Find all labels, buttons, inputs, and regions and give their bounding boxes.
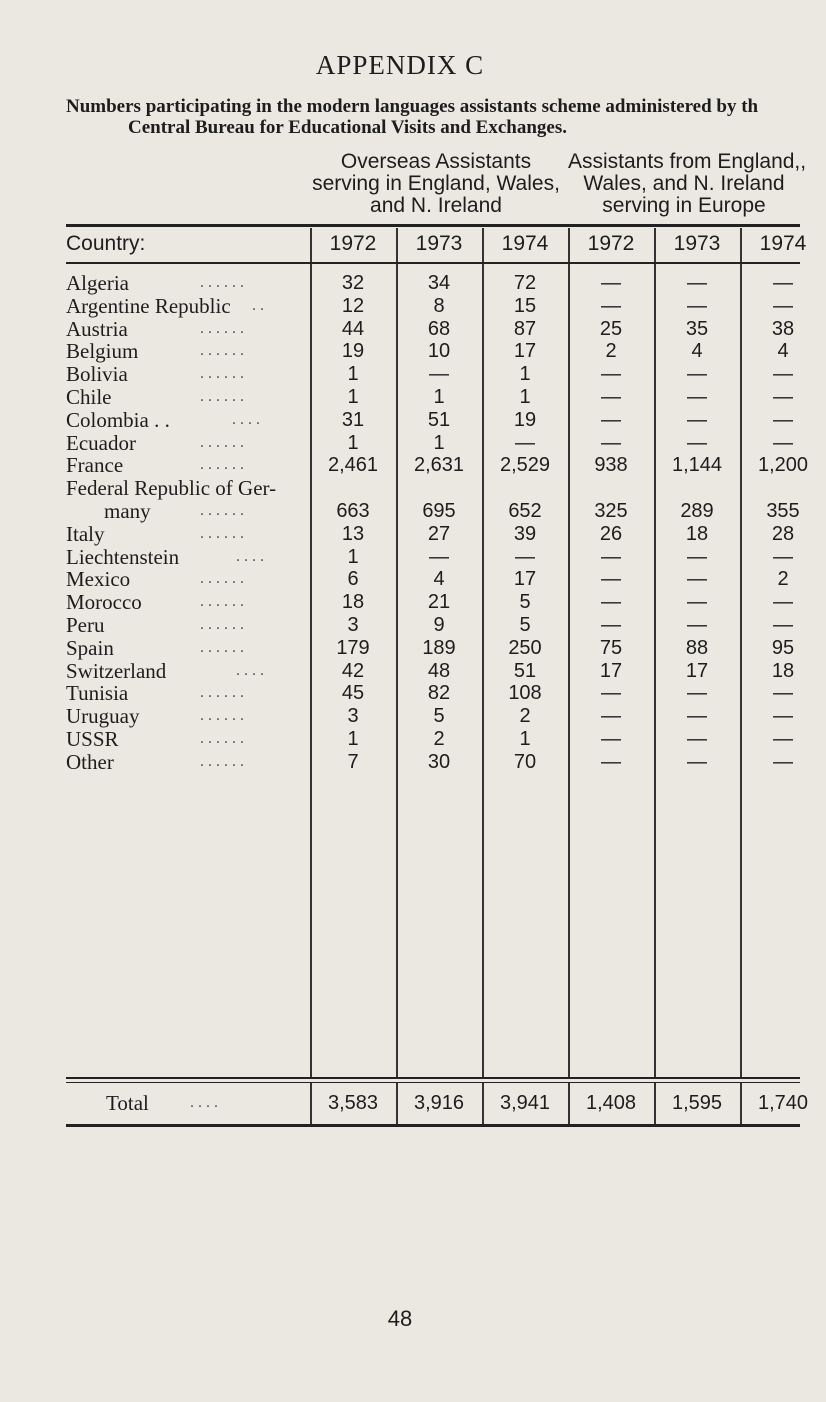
value-cell: 45: [341, 682, 365, 705]
table-row: [0, 591, 800, 613]
leader-dots: . . . . . .: [200, 730, 244, 747]
table-row: [0, 409, 800, 431]
table-row: [0, 523, 800, 545]
value-cell: 2,529: [499, 454, 551, 477]
value-cell: 13: [341, 522, 365, 545]
table-row: [0, 432, 800, 454]
table-row: [0, 453, 809, 478]
total-cell: 1,408: [585, 1092, 637, 1114]
table-row: [0, 546, 800, 568]
value-cell: —: [687, 591, 707, 614]
leader-dots: . . . . . .: [200, 593, 244, 611]
value-cell: 1: [519, 363, 531, 386]
value-cell: —: [601, 614, 621, 636]
leader-dots: . . . .: [236, 547, 264, 565]
table-row: [0, 705, 800, 727]
value-cell: 179: [336, 636, 370, 659]
value-cell: —: [687, 363, 707, 386]
country-name: Argentine Republic: [66, 293, 231, 318]
value-cell: 325: [594, 500, 628, 522]
value-cell: 2: [433, 728, 445, 750]
country-name: Austria: [66, 316, 128, 341]
country-name: Algeria: [66, 271, 129, 295]
table-bottom-rule: [66, 1124, 800, 1127]
table-row: [0, 500, 800, 522]
country-name: Ecuador: [66, 430, 136, 455]
value-cell: 44: [341, 317, 365, 340]
overseas-header-line-3: and N. Ireland: [370, 194, 502, 217]
value-cell: —: [601, 591, 621, 614]
value-cell: —: [601, 568, 621, 591]
value-cell: —: [515, 545, 535, 568]
value-cell: —: [773, 363, 793, 386]
value-cell: 75: [599, 636, 623, 659]
value-cell: 51: [427, 408, 451, 431]
value-cell: 4: [433, 568, 445, 591]
value-cell: —: [773, 750, 793, 773]
value-cell: 7: [347, 750, 359, 773]
value-cell: 17: [513, 340, 537, 363]
country-name: Colombia . .: [66, 407, 170, 432]
value-cell: 189: [422, 636, 456, 659]
country-column-header: Country:: [66, 232, 146, 255]
leader-dots: . . . . . .: [200, 616, 244, 633]
year-header: 1973: [673, 232, 721, 255]
value-cell: 10: [427, 340, 451, 363]
total-dots: . . . .: [190, 1094, 218, 1111]
country-name: Peru: [66, 613, 105, 637]
value-cell: 32: [341, 272, 365, 294]
leader-dots: . .: [252, 296, 264, 314]
total-cell: 3,583: [327, 1092, 379, 1114]
value-cell: 1: [347, 431, 359, 454]
year-header: 1974: [501, 232, 549, 255]
value-cell: —: [687, 545, 707, 568]
value-cell: 82: [427, 682, 451, 705]
value-cell: —: [601, 728, 621, 750]
table-foot-rule-thin: [66, 1082, 800, 1083]
value-cell: 1: [519, 386, 531, 408]
leader-dots: . . . .: [232, 410, 260, 428]
table-row: [0, 728, 800, 750]
value-cell: —: [429, 545, 449, 568]
table-row: [0, 751, 800, 773]
value-cell: 3: [347, 705, 359, 728]
value-cell: 2,631: [413, 454, 465, 477]
column-divider: [654, 228, 656, 262]
table-row: [0, 568, 800, 590]
intro-line-1: Numbers participating in the modern languages assistants scheme administered by th: [66, 96, 759, 117]
value-cell: —: [773, 431, 793, 454]
table-row: [0, 318, 800, 340]
leader-dots: . . . . . .: [200, 456, 244, 474]
value-cell: 5: [519, 591, 531, 614]
leader-dots: . . . . . .: [200, 752, 244, 770]
value-cell: —: [601, 408, 621, 431]
country-name: Morocco: [66, 590, 142, 615]
value-cell: —: [687, 728, 707, 750]
value-cell: 1,200: [757, 454, 809, 477]
value-cell: 1,144: [671, 454, 723, 477]
country-name: Belgium: [66, 339, 139, 364]
value-cell: 663: [336, 500, 370, 522]
value-cell: 19: [513, 408, 537, 431]
total-cell: 3,916: [413, 1092, 465, 1114]
leader-dots: . . . . . .: [200, 707, 244, 725]
value-cell: 4: [691, 340, 703, 363]
value-cell: 1: [347, 363, 359, 386]
overseas-group-header: [296, 151, 576, 217]
total-row: [0, 1091, 809, 1115]
country-name: many: [104, 499, 151, 523]
value-cell: 25: [599, 317, 623, 340]
value-cell: —: [515, 431, 535, 454]
country-name: USSR: [66, 727, 119, 751]
table-top-rule: [66, 224, 800, 227]
from-england-header-line-2: Wales, and N. Ireland: [583, 172, 785, 195]
country-name: Spain: [66, 635, 114, 660]
value-cell: —: [429, 363, 449, 386]
country-name: Mexico: [66, 567, 131, 592]
leader-dots: . . . . . .: [200, 433, 244, 451]
page-title: APPENDIX C: [315, 50, 485, 80]
value-cell: 39: [513, 522, 537, 545]
value-cell: 17: [513, 568, 537, 591]
value-cell: 8: [433, 294, 445, 317]
value-cell: 48: [427, 659, 451, 682]
value-cell: 2: [519, 705, 531, 728]
value-cell: 1: [347, 728, 359, 750]
value-cell: —: [687, 272, 707, 294]
intro-heading: [66, 96, 800, 138]
value-cell: —: [601, 363, 621, 386]
column-divider: [740, 228, 742, 262]
overseas-header-line-1: Overseas Assistants: [340, 150, 532, 173]
value-cell: 27: [427, 522, 451, 545]
total-cell: 3,941: [499, 1092, 551, 1114]
value-cell: 6: [347, 568, 359, 591]
table-row: [0, 272, 800, 294]
table-row: [0, 637, 800, 659]
value-cell: 2: [605, 340, 617, 363]
overseas-header-line-2: serving in England, Wales,: [312, 172, 560, 195]
value-cell: 38: [771, 317, 795, 340]
value-cell: 2: [777, 568, 789, 591]
value-cell: —: [687, 705, 707, 728]
leader-dots: . . . . . .: [200, 365, 244, 383]
leader-dots: . . . . . .: [200, 524, 244, 542]
leader-dots: . . . . . .: [200, 638, 244, 656]
column-divider: [568, 228, 570, 262]
value-cell: —: [687, 431, 707, 454]
column-divider: [482, 228, 484, 262]
from-england-header-line-3: serving in Europe: [602, 194, 766, 217]
leader-dots: . . . . . .: [200, 342, 244, 360]
table-foot-rule: [66, 1077, 800, 1079]
value-cell: —: [601, 682, 621, 705]
value-cell: 652: [508, 500, 542, 522]
value-cell: 1: [433, 431, 445, 454]
value-cell: 5: [519, 614, 531, 636]
value-cell: 695: [422, 500, 456, 522]
value-cell: —: [687, 682, 707, 705]
value-cell: —: [687, 614, 707, 636]
value-cell: 70: [513, 750, 537, 773]
table-header-rule: [66, 262, 800, 264]
intro-line-2: Central Bureau for Educational Visits and Exchanges.: [128, 117, 567, 138]
from-england-header-line-1: Assistants from England,,: [568, 150, 807, 173]
value-cell: 1: [519, 728, 531, 750]
value-cell: 4: [777, 340, 789, 363]
value-cell: 19: [341, 340, 365, 363]
value-cell: —: [773, 294, 793, 317]
value-cell: 17: [599, 659, 623, 682]
value-cell: —: [773, 591, 793, 614]
country-name: France: [66, 453, 124, 478]
column-divider: [396, 228, 398, 262]
value-cell: —: [601, 386, 621, 408]
value-cell: 18: [771, 659, 795, 682]
value-cell: —: [773, 272, 793, 294]
year-header: 1973: [415, 232, 463, 255]
year-header: 1974: [759, 232, 807, 255]
table-row: [0, 386, 800, 408]
value-cell: —: [687, 386, 707, 408]
value-cell: —: [601, 272, 621, 294]
value-cell: 21: [427, 591, 451, 614]
value-cell: 95: [771, 636, 795, 659]
column-divider: [310, 228, 312, 262]
value-cell: 250: [508, 636, 542, 659]
federal-republic-label: Federal Republic of Ger-: [66, 476, 277, 501]
table-row: [0, 363, 800, 385]
country-name: Bolivia: [66, 362, 128, 387]
value-cell: —: [773, 728, 793, 750]
value-cell: 108: [508, 682, 542, 705]
value-cell: 88: [685, 636, 709, 659]
value-cell: —: [773, 705, 793, 728]
total-cell: 1,595: [671, 1092, 723, 1114]
value-cell: 1: [347, 386, 359, 408]
value-cell: 17: [685, 659, 709, 682]
table-row: [0, 340, 800, 362]
value-cell: 42: [341, 659, 365, 682]
value-cell: 15: [513, 294, 537, 317]
year-header: 1972: [329, 232, 377, 255]
value-cell: —: [773, 682, 793, 705]
table-row: [0, 660, 800, 682]
total-cell: 1,740: [757, 1092, 809, 1114]
value-cell: 9: [433, 614, 445, 636]
leader-dots: . . . .: [236, 661, 264, 679]
from-england-group-header: [568, 150, 807, 217]
value-cell: 2,461: [327, 454, 379, 477]
value-cell: 28: [771, 522, 795, 545]
leader-dots: . . . . . .: [200, 502, 244, 519]
value-cell: 3: [347, 614, 359, 636]
country-name: Other: [66, 749, 114, 774]
value-cell: 18: [685, 522, 709, 545]
table-row: [0, 295, 800, 317]
value-cell: 289: [680, 500, 714, 522]
value-cell: —: [773, 386, 793, 408]
value-cell: —: [773, 614, 793, 636]
leader-dots: . . . . . .: [200, 570, 244, 588]
leader-dots: . . . . . .: [200, 274, 244, 291]
country-name: Liechtenstein: [66, 544, 180, 569]
year-header: 1972: [587, 232, 635, 255]
value-cell: 938: [594, 454, 628, 477]
value-cell: 1: [347, 545, 359, 568]
country-name: Uruguay: [66, 704, 140, 729]
value-cell: —: [687, 568, 707, 591]
value-cell: —: [773, 545, 793, 568]
country-name: Switzerland: [66, 658, 167, 683]
table-row: [0, 682, 800, 704]
value-cell: —: [601, 294, 621, 317]
value-cell: 35: [685, 317, 709, 340]
value-cell: 5: [433, 705, 445, 728]
value-cell: 26: [599, 522, 623, 545]
value-cell: —: [601, 545, 621, 568]
table-row: [0, 614, 800, 636]
value-cell: 1: [433, 386, 445, 408]
value-cell: 72: [513, 272, 537, 294]
value-cell: —: [687, 750, 707, 773]
leader-dots: . . . . . .: [200, 388, 244, 405]
value-cell: —: [601, 431, 621, 454]
value-cell: 68: [427, 317, 451, 340]
value-cell: —: [773, 408, 793, 431]
value-cell: 87: [513, 317, 537, 340]
value-cell: —: [601, 705, 621, 728]
value-cell: 51: [513, 659, 537, 682]
leader-dots: . . . . . .: [200, 684, 244, 702]
value-cell: 30: [427, 750, 451, 773]
page-number: 48: [387, 1306, 413, 1331]
value-cell: —: [687, 408, 707, 431]
leader-dots: . . . . . .: [200, 319, 244, 337]
country-name: Tunisia: [66, 681, 129, 706]
value-cell: —: [687, 294, 707, 317]
value-cell: 355: [766, 500, 800, 522]
value-cell: 18: [341, 591, 365, 614]
value-cell: 34: [427, 272, 451, 294]
country-name: Italy: [66, 521, 105, 546]
value-cell: 12: [341, 294, 365, 317]
value-cell: 31: [341, 408, 365, 431]
total-label: Total: [106, 1091, 149, 1115]
country-name: Chile: [66, 385, 112, 409]
value-cell: —: [601, 750, 621, 773]
